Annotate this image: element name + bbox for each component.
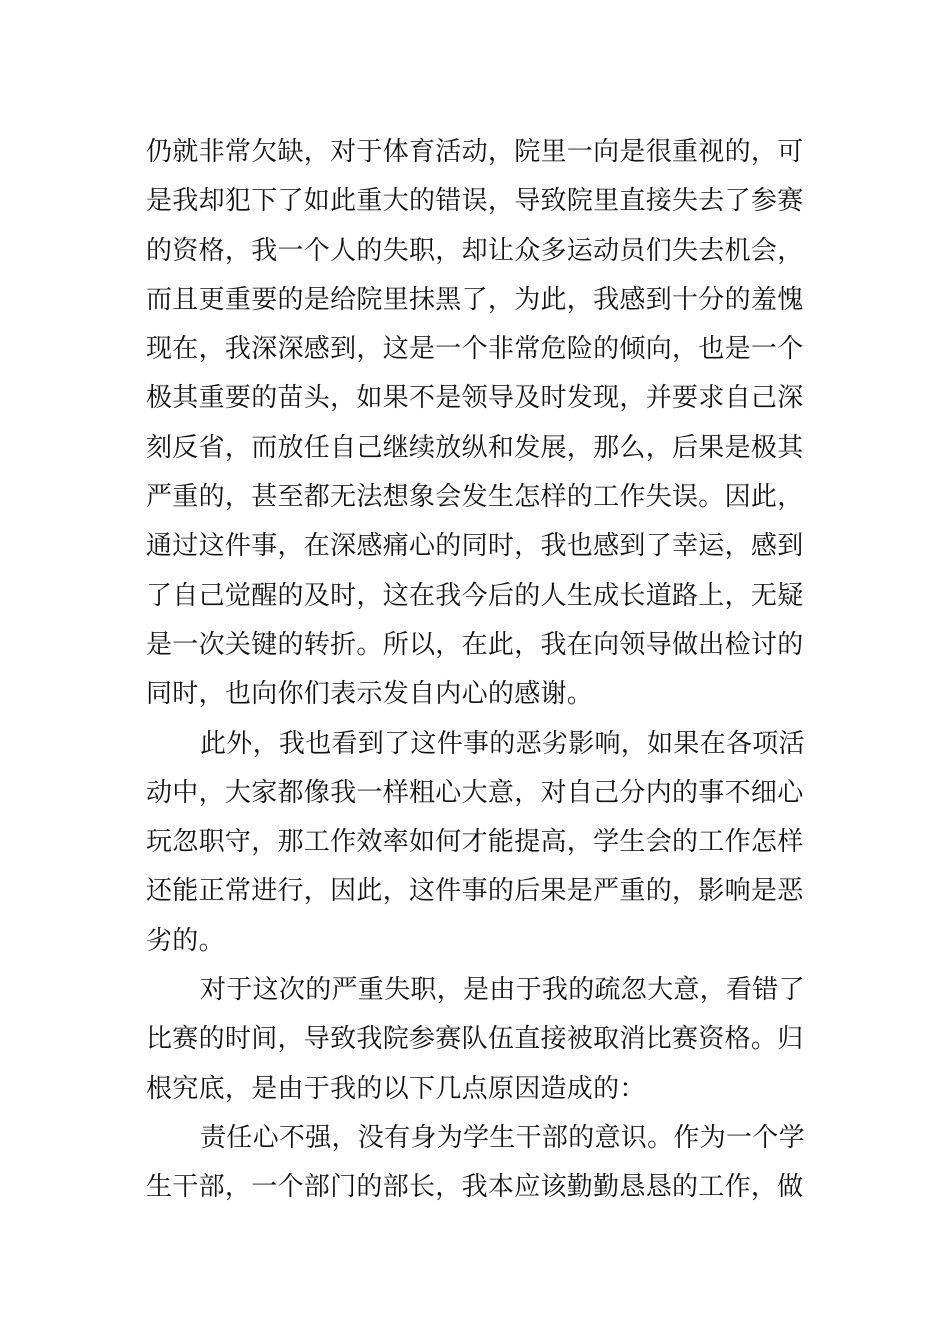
text-line: 同时，也向你们表示发自内心的感谢。 — [146, 679, 594, 710]
text-line: 动中，大家都像我一样粗心大意，对自己分内的事不细心 — [146, 777, 804, 808]
text-line: 是一次关键的转折。所以，在此，我在向领导做出检讨的 — [146, 629, 804, 660]
text-line: 严重的，甚至都无法想象会发生怎样的工作失误。因此， — [146, 482, 804, 513]
text-line: 比赛的时间，导致我院参赛队伍直接被取消比赛资格。归 — [146, 1024, 804, 1055]
text-line: 生干部，一个部门的部长，我本应该勤勤恳恳的工作，做 — [146, 1172, 804, 1203]
text-line: 此外，我也看到了这件事的恶劣影响，如果在各项活 — [200, 728, 805, 759]
text-line: 了自己觉醒的及时，这在我今后的人生成长道路上，无疑 — [146, 580, 804, 611]
text-line: 仍就非常欠缺，对于体育活动，院里一向是很重视的，可 — [146, 137, 804, 167]
text-line: 对于这次的严重失职，是由于我的疏忽大意，看错了 — [200, 975, 805, 1006]
text-line: 责任心不强，没有身为学生干部的意识。作为一个学 — [200, 1122, 805, 1153]
text-line: 是我却犯下了如此重大的错误，导致院里直接失去了参赛 — [146, 186, 804, 217]
text-line: 玩忽职守，那工作效率如何才能提高，学生会的工作怎样 — [146, 827, 804, 858]
text-line: 极其重要的苗头，如果不是领导及时发现，并要求自己深 — [146, 383, 804, 414]
text-line: 现在，我深深感到，这是一个非常危险的倾向，也是一个 — [146, 334, 804, 365]
text-line: 刻反省，而放任自己继续放纵和发展，那么，后果是极其 — [146, 432, 804, 463]
text-line: 而且更重要的是给院里抹黑了，为此，我感到十分的羞愧 — [146, 284, 804, 315]
text-line: 根究底，是由于我的以下几点原因造成的： — [146, 1073, 646, 1104]
text-line: 劣的。 — [146, 925, 225, 956]
text-line: 还能正常进行，因此，这件事的后果是严重的，影响是恶 — [146, 876, 804, 907]
document-body — [146, 128, 812, 1213]
text-line: 通过这件事，在深感痛心的同时，我也感到了幸运，感到 — [146, 531, 804, 562]
text-line: 的资格，我一个人的失职，却让众多运动员们失去机会， — [146, 235, 804, 266]
